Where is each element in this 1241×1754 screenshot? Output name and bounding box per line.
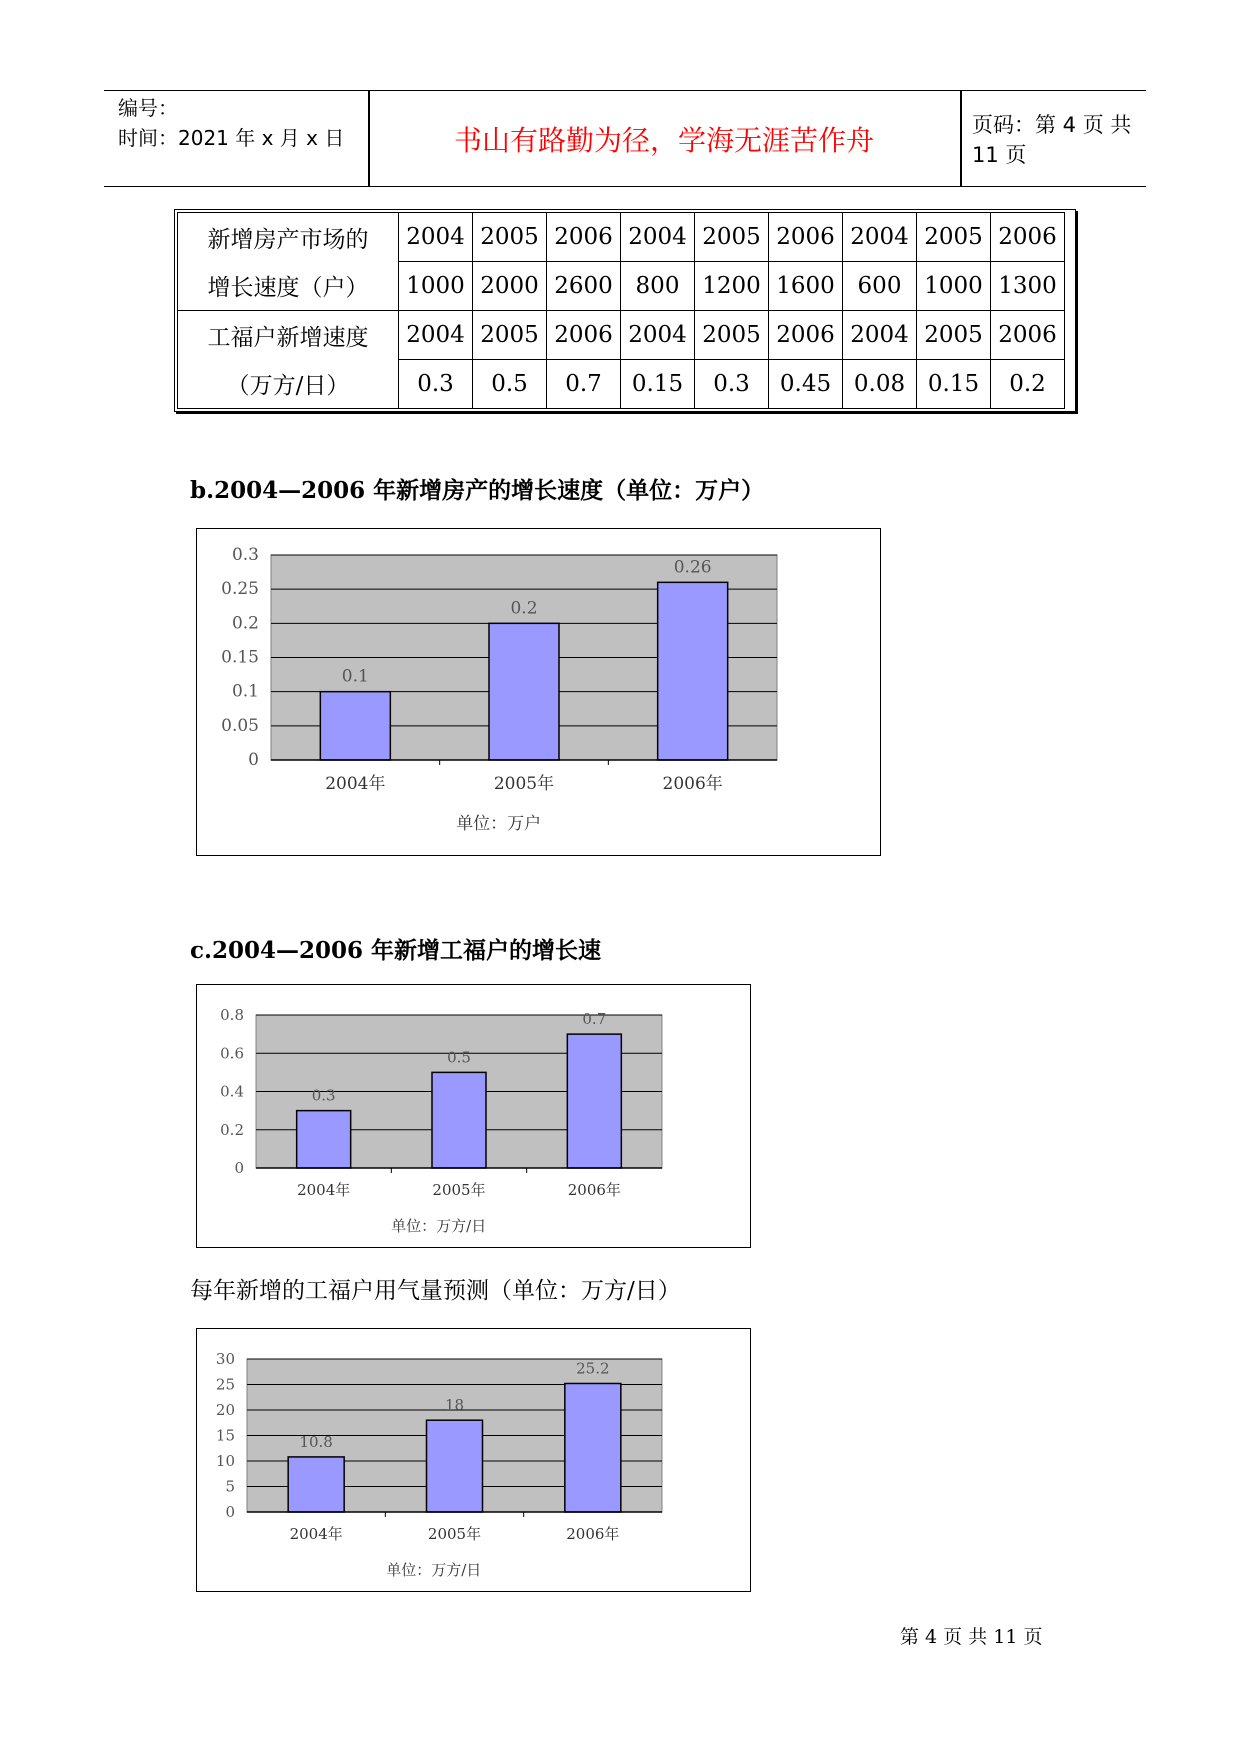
chart3-svg — [197, 1329, 750, 1591]
data-label: 0.1 — [341, 666, 369, 687]
y-tick-label: 0 — [248, 750, 259, 770]
data-label: 25.2 — [576, 1359, 610, 1378]
table-cell: 2005 — [473, 311, 547, 360]
bar — [297, 1111, 351, 1168]
table-cell: 1000 — [917, 262, 991, 311]
table-cell: 0.3 — [695, 360, 769, 409]
y-tick-label: 0 — [234, 1159, 244, 1177]
bar — [320, 692, 390, 760]
table-cell: 2006 — [991, 311, 1065, 360]
y-tick-label: 0.2 — [220, 1120, 244, 1139]
bar — [565, 1383, 621, 1512]
table-cell: 2004 — [621, 213, 695, 262]
y-tick-label: 15 — [215, 1426, 235, 1445]
bar — [432, 1072, 486, 1168]
header-page-number: 页码：第 4 页 共 11 页 — [972, 112, 1132, 167]
bar — [489, 623, 559, 760]
page-footer: 第 4 页 共 11 页 — [900, 1626, 1043, 1648]
y-tick-label: 10 — [215, 1452, 235, 1470]
chart1-frame — [196, 528, 881, 856]
table-cell: 0.3 — [399, 360, 473, 409]
table-row — [178, 213, 1065, 262]
table-cell: 2006 — [547, 311, 621, 360]
x-axis-label: 单位：万方/日 — [391, 1217, 487, 1235]
table-cell: 2005 — [917, 311, 991, 360]
chart2-frame — [196, 984, 751, 1248]
y-tick-label: 25 — [215, 1375, 235, 1394]
table-cell: 2005 — [917, 213, 991, 262]
table-cell: 2005 — [473, 213, 547, 262]
data-label: 0.2 — [510, 598, 538, 619]
row-label: （万方/日） — [178, 360, 399, 409]
page-header — [104, 90, 1146, 187]
y-tick-label: 20 — [215, 1401, 235, 1419]
x-tick-label: 2006年 — [567, 1181, 621, 1199]
time-label: 时间：2021 年 x 月 x 日 — [118, 126, 345, 150]
bar — [567, 1034, 621, 1168]
table-cell: 2004 — [843, 311, 917, 360]
x-tick-label: 2006年 — [662, 774, 723, 794]
table-cell: 0.15 — [917, 360, 991, 409]
chart1-heading: b.2004—2006 年新增房产的增长速度（单位：万户） — [190, 477, 765, 504]
table-cell: 2006 — [991, 213, 1065, 262]
y-tick-label: 0 — [225, 1503, 235, 1521]
x-tick-label: 2006年 — [566, 1525, 620, 1543]
y-tick-label: 0.3 — [231, 545, 259, 565]
data-table — [177, 212, 1065, 409]
chart1-svg — [197, 529, 880, 855]
x-tick-label: 2005年 — [427, 1525, 482, 1543]
table-cell: 0.15 — [621, 360, 695, 409]
y-tick-label: 0.25 — [221, 579, 259, 600]
data-label: 10.8 — [299, 1432, 333, 1451]
table-cell: 800 — [621, 262, 695, 311]
y-tick-label: 0.4 — [220, 1082, 244, 1101]
y-tick-label: 30 — [215, 1350, 235, 1368]
y-tick-label: 0.1 — [231, 681, 259, 702]
row-label: 工福户新增速度 — [178, 311, 399, 360]
table-cell: 0.08 — [843, 360, 917, 409]
x-tick-label: 2004年 — [289, 1525, 343, 1543]
table-cell: 2004 — [399, 311, 473, 360]
table-cell: 2005 — [695, 311, 769, 360]
chart2-svg — [197, 985, 750, 1247]
table-cell: 0.5 — [473, 360, 547, 409]
data-label: 0.3 — [311, 1086, 336, 1105]
data-label: 0.26 — [673, 557, 712, 578]
table-cell: 2005 — [695, 213, 769, 262]
header-motto: 书山有路勤为径，学海无涯苦作舟 — [453, 123, 874, 157]
table-cell: 2004 — [621, 311, 695, 360]
table-cell: 2006 — [547, 213, 621, 262]
table-row — [178, 360, 1065, 409]
table-cell: 2000 — [473, 262, 547, 311]
x-tick-label: 2005年 — [493, 774, 555, 794]
x-tick-label: 2004年 — [325, 774, 386, 794]
y-tick-label: 0.6 — [220, 1044, 244, 1063]
data-label: 0.7 — [582, 1010, 607, 1029]
x-tick-label: 2005年 — [432, 1181, 486, 1199]
table-cell: 0.45 — [769, 360, 843, 409]
table-cell: 0.2 — [991, 360, 1065, 409]
table-cell: 2600 — [547, 262, 621, 311]
x-axis-label: 单位：万户 — [456, 814, 542, 834]
table-cell: 1600 — [769, 262, 843, 311]
bar — [658, 582, 728, 760]
number-label: 编号： — [118, 96, 178, 120]
table-cell: 1300 — [991, 262, 1065, 311]
y-tick-label: 0.8 — [220, 1006, 244, 1024]
chart3-frame — [196, 1328, 751, 1592]
table-cell: 2006 — [769, 213, 843, 262]
data-label: 0.5 — [447, 1048, 471, 1067]
row-label: 增长速度（户） — [178, 262, 399, 311]
chart3-heading: 每年新增的工福户用气量预测（单位：万方/日） — [190, 1278, 681, 1304]
table-cell: 1000 — [399, 262, 473, 311]
x-tick-label: 2004年 — [297, 1181, 351, 1199]
table-cell: 600 — [843, 262, 917, 311]
y-tick-label: 0.15 — [221, 647, 259, 668]
table-cell: 2004 — [399, 213, 473, 262]
chart2-heading: c.2004—2006 年新增工福户的增长速 — [190, 937, 602, 964]
y-tick-label: 0.2 — [231, 613, 259, 634]
table-cell: 1200 — [695, 262, 769, 311]
table-cell: 2006 — [769, 311, 843, 360]
table-row — [178, 311, 1065, 360]
header-meta — [118, 93, 344, 153]
x-axis-label: 单位：万方/日 — [386, 1561, 482, 1579]
data-label: 18 — [444, 1396, 465, 1415]
bar — [427, 1420, 483, 1512]
bar — [288, 1457, 344, 1512]
y-tick-label: 0.05 — [221, 715, 259, 736]
table-cell: 0.7 — [547, 360, 621, 409]
table-row — [178, 262, 1065, 311]
y-tick-label: 5 — [225, 1477, 235, 1496]
table-cell: 2004 — [843, 213, 917, 262]
row-label: 新增房产市场的 — [178, 213, 399, 262]
